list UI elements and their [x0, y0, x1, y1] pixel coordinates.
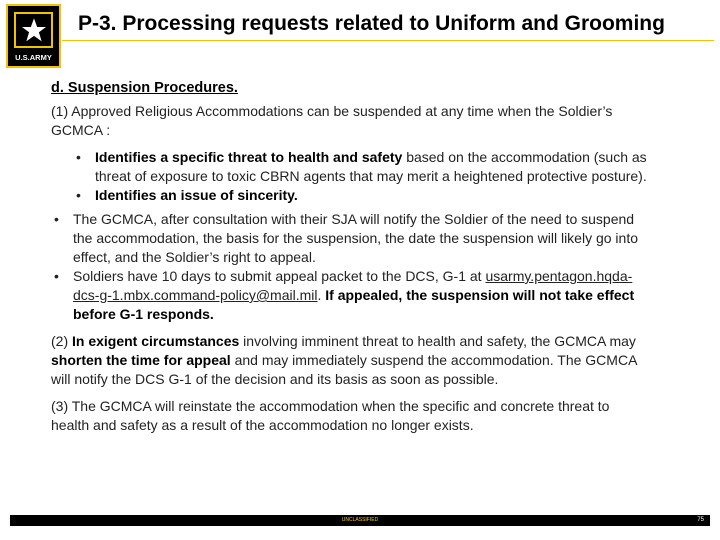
- page-number: 75: [697, 517, 704, 523]
- list-item: [73, 148, 651, 186]
- list-item: [51, 210, 651, 267]
- bullet-text-after: .: [317, 287, 326, 303]
- bullet-bold-text: If appealed, the suspension will not take effect before G-1 responds.: [73, 287, 635, 322]
- star-icon: [14, 12, 53, 48]
- paragraph-2: [51, 332, 651, 389]
- footer-bar: [10, 515, 710, 526]
- title-divider: [62, 40, 714, 41]
- bullet-icon: •: [76, 149, 81, 165]
- section-heading: d. Suspension Procedures.: [51, 80, 238, 96]
- paragraph-2-bold-2: shorten the time for appeal: [51, 352, 231, 368]
- paragraph-3: (3) The GCMCA will reinstate the accommodation when the specific and concrete threat to health and safety as a result of the accommodation no longer exists.: [51, 398, 610, 433]
- bullet-bold-text: Identifies an issue of sincerity.: [95, 187, 298, 203]
- classification-label: UNCLASSIFIED: [341, 517, 379, 523]
- bullet-text: Soldiers have 10 days to submit appeal packet to the DCS, G-1 at: [73, 268, 486, 284]
- list-item: [51, 267, 651, 324]
- bullet-text: based on the accommodation (such as threat of exposure to toxic CBRN agents that may merit a heightened protective posture).: [95, 149, 647, 184]
- list-item: [73, 186, 651, 205]
- inner-bullet-list: [73, 148, 651, 205]
- paragraph-2-mid: involving imminent threat to health and safety, the GCMCA may: [239, 333, 636, 349]
- slide-body: [51, 79, 651, 435]
- paragraph-1: (1) Approved Religious Accommodations can be suspended at any time when the Soldier’s GCMCA :: [51, 103, 613, 138]
- outer-bullet-list: [51, 210, 651, 324]
- bullet-icon: •: [76, 187, 81, 203]
- page-title: P-3. Processing requests related to Uniform and Grooming: [78, 12, 665, 35]
- logo-wordmark: U.S.ARMY: [15, 53, 52, 62]
- bullet-text: The GCMCA, after consultation with their SJA will notify the Soldier of the need to suspend the accommodation, the basis for the suspension, the date the suspension will likely go into effect, and the Soldier’s right to appeal.: [73, 211, 638, 265]
- us-army-logo: [6, 4, 61, 68]
- bullet-icon: •: [54, 268, 59, 284]
- paragraph-2-rest: and may immediately suspend the accommodation. The GCMCA will notify the DCS G-1 of the decision and its basis as soon as possible.: [51, 352, 637, 387]
- bullet-bold-text: Identifies a specific threat to health and safety: [95, 149, 403, 165]
- email-link[interactable]: usarmy.pentagon.hqda-dcs-g-1.mbx.command-policy@mail.mil: [73, 268, 633, 303]
- bullet-icon: •: [54, 211, 59, 227]
- paragraph-2-prefix: (2): [51, 333, 72, 349]
- paragraph-2-bold-1: In exigent circumstances: [72, 333, 240, 349]
